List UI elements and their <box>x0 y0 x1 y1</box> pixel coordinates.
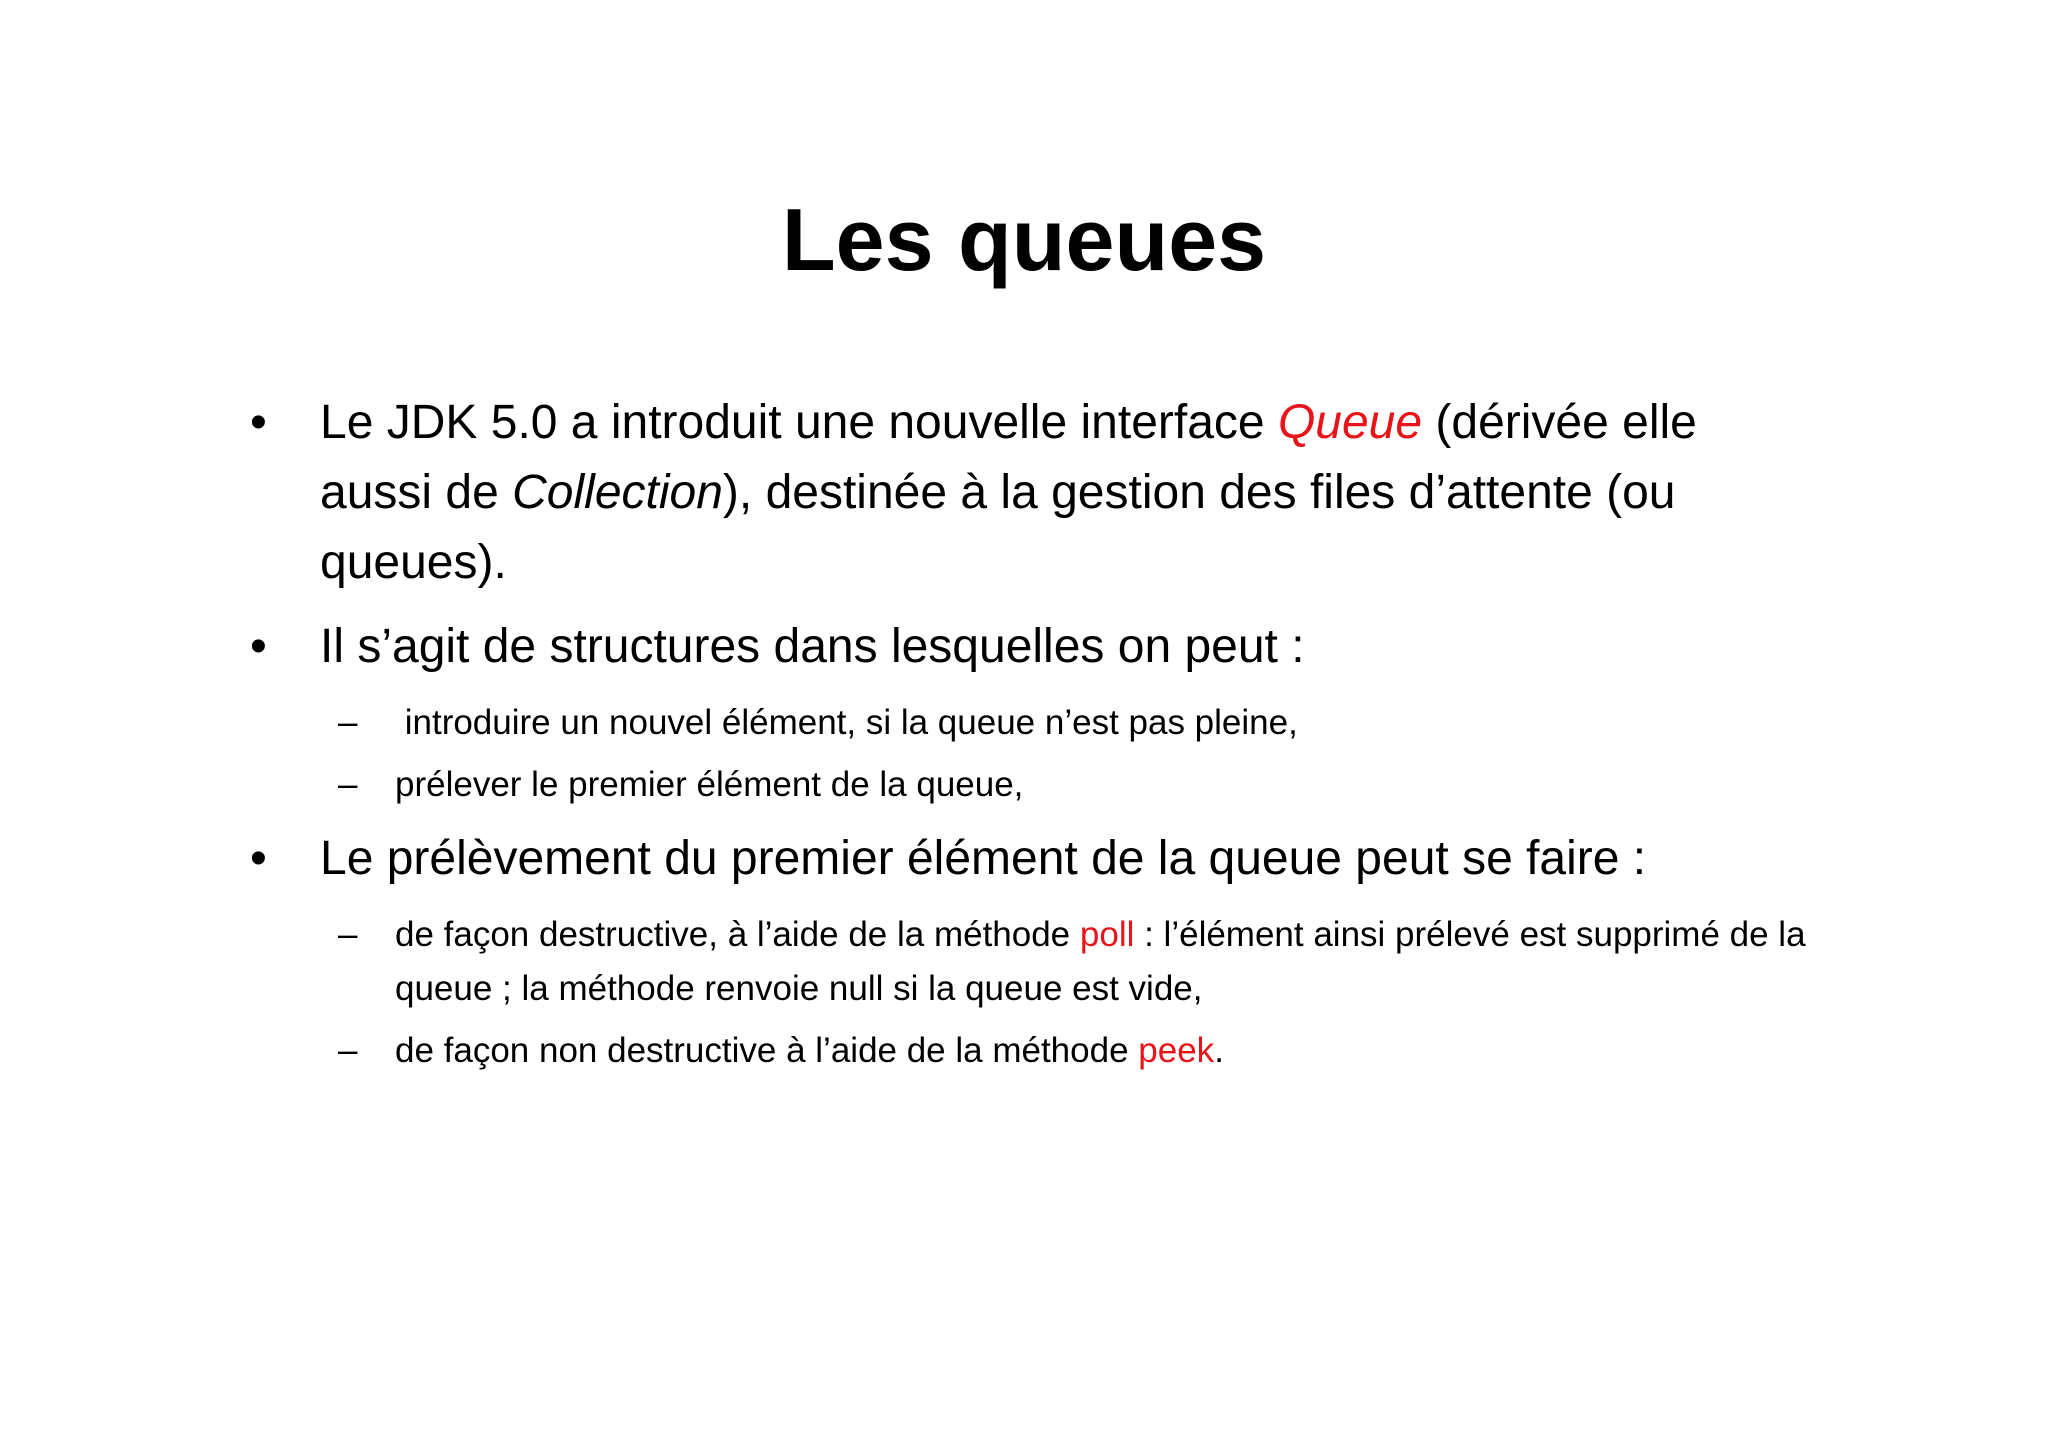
sub-dash: – <box>338 765 358 804</box>
bullet-text: Le JDK 5.0 a introduit une nouvelle interface <box>320 396 1278 449</box>
bullet-dot: • <box>250 620 267 673</box>
slide-content <box>250 388 1810 1090</box>
queue-keyword: Queue <box>1277 396 1423 449</box>
sub-dash: – <box>338 915 358 954</box>
bullet-text: Il s’agit de structures dans lesquelles on peut : <box>320 620 1305 673</box>
sub-dash: – <box>338 1031 358 1070</box>
bullet-text: (dérivée elle aussi de <box>320 396 1697 519</box>
peek-keyword: peek <box>1138 1031 1215 1070</box>
bullet-dot: • <box>250 396 267 449</box>
sub-dash: – <box>338 703 358 742</box>
poll-keyword: poll <box>1079 915 1135 954</box>
sub-text: prélever le premier élément de la queue, <box>395 765 1024 804</box>
sub-item <box>250 1024 1810 1078</box>
sub-item <box>250 908 1810 1016</box>
bullet-item-1 <box>250 388 1810 598</box>
collection-keyword: Collection <box>512 466 723 519</box>
sub-item <box>250 696 1810 750</box>
sub-text: de façon destructive, à l’aide de la méthode <box>395 915 1080 954</box>
bullet-item-3 <box>250 824 1810 894</box>
bullet-text: ), destinée à la gestion des files d’attente (ou queues). <box>320 466 1676 589</box>
sub-list-1 <box>250 696 1810 812</box>
bullet-item-2 <box>250 612 1810 682</box>
sub-list-2 <box>250 908 1810 1078</box>
sub-item <box>250 758 1810 812</box>
sub-text: . <box>1214 1031 1224 1070</box>
bullet-dot: • <box>250 832 267 885</box>
sub-text: introduire un nouvel élément, si la queue n’est pas pleine, <box>395 703 1298 742</box>
slide-title: Les queues <box>781 190 1267 289</box>
bullet-text: Le prélèvement du premier élément de la queue peut se faire : <box>320 832 1647 885</box>
sub-text: : l’élément ainsi prélevé est supprimé de la queue ; la méthode renvoie null si la queue est vide, <box>395 915 1806 1008</box>
sub-text: de façon non destructive à l’aide de la méthode <box>395 1031 1139 1070</box>
